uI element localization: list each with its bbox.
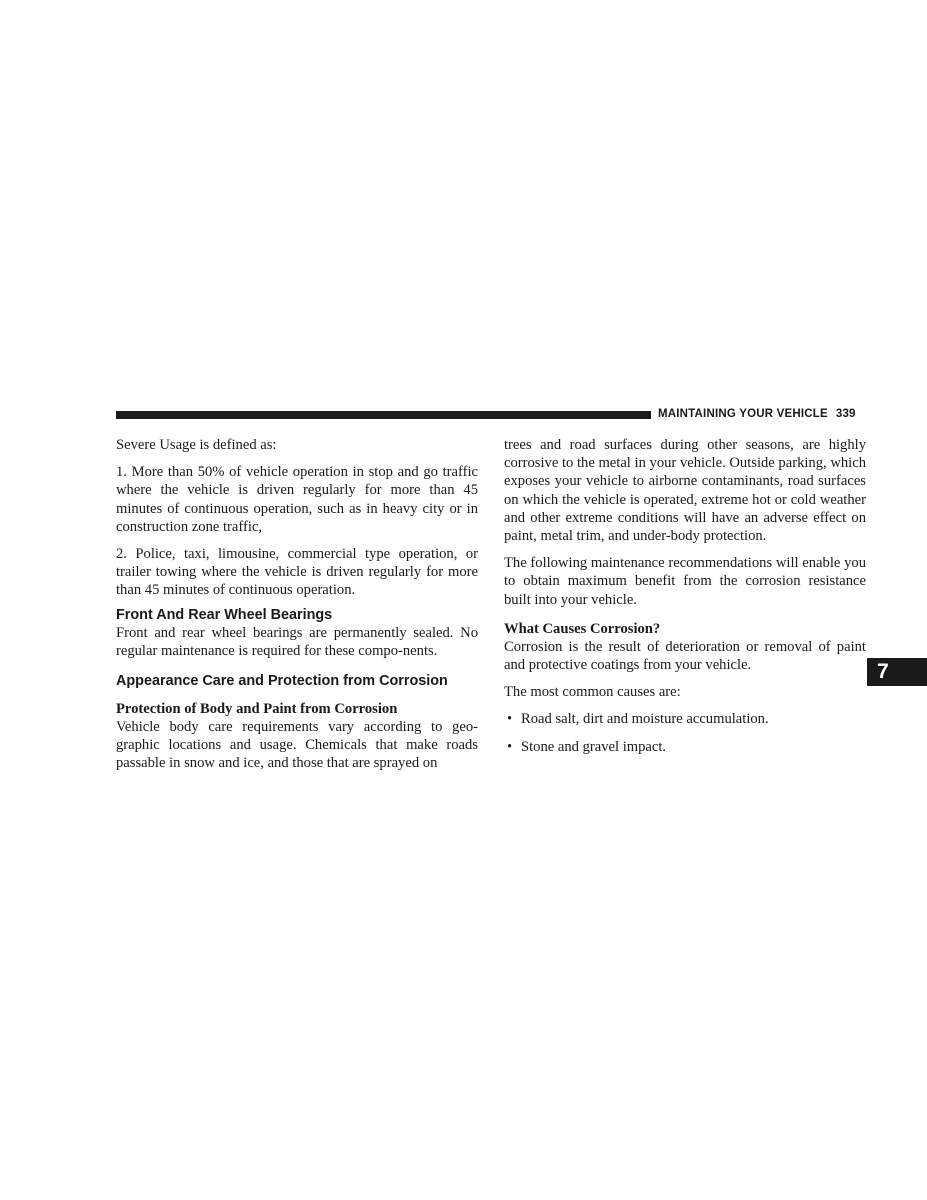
bullet-icon: • [507,711,513,728]
bullet-icon: • [507,738,513,755]
chapter-tab: 7 [867,658,927,686]
severe-usage-intro: Severe Usage is defined as: [116,437,277,453]
page-number: 339 [835,408,856,420]
bullet-text: Stone and gravel impact. [521,738,667,755]
corrosive-conditions-text: trees and road surfaces during other seasons, are highly corrosive to the metal in your vehicle. Outside parking, which exposes your vehicle to airborne contaminants, road surfaces on which the vehicle is operated, extreme hot or cold weather and other extreme conditions will have an adverse effect on paint, metal trim, and under-body protection. [504,437,866,545]
maintenance-recommendations-text: The following maintenance recommendations will enable you to obtain maximum benefit from the corrosion resistance built into your vehicle. [504,555,866,608]
header-rule [116,411,651,419]
section-title: MAINTAINING YOUR VEHICLE [658,408,828,420]
protection-text: Vehicle body care requirements vary according to geo-graphic locations and usage. Chemicals that make roads passable in snow and ice, and those that are sprayed on [116,719,478,772]
severe-usage-item-2: 2. Police, taxi, limousine, commercial type operation, or trailer towing where the vehicle is driven regularly for more than 45 minutes of continuous operation. [116,546,478,599]
common-causes-list [504,710,866,755]
right-column [504,436,866,765]
list-item [504,738,866,756]
wheel-bearings-text: Front and rear wheel bearings are permanently sealed. No regular maintenance is required for these compo-nents. [116,624,478,659]
appearance-care-heading: Appearance Care and Protection from Corrosion [116,673,448,690]
what-causes-corrosion-heading: What Causes Corrosion? [504,620,661,637]
wheel-bearings-heading: Front And Rear Wheel Bearings [116,606,333,623]
common-causes-intro: The most common causes are: [504,684,681,701]
corrosion-definition-text: Corrosion is the result of deterioration or removal of paint and protective coatings from your vehicle. [504,638,866,674]
left-column [116,436,478,773]
protection-heading: Protection of Body and Paint from Corrosion [116,701,398,718]
bullet-text: Road salt, dirt and moisture accumulation. [521,711,769,728]
severe-usage-item-1: 1. More than 50% of vehicle operation in stop and go traffic where the vehicle is driven regularly for more than 45 minutes of continuous operation, such as in heavy city or in construction zone traffic, [116,464,478,535]
list-item [504,710,866,728]
running-header [658,408,856,420]
